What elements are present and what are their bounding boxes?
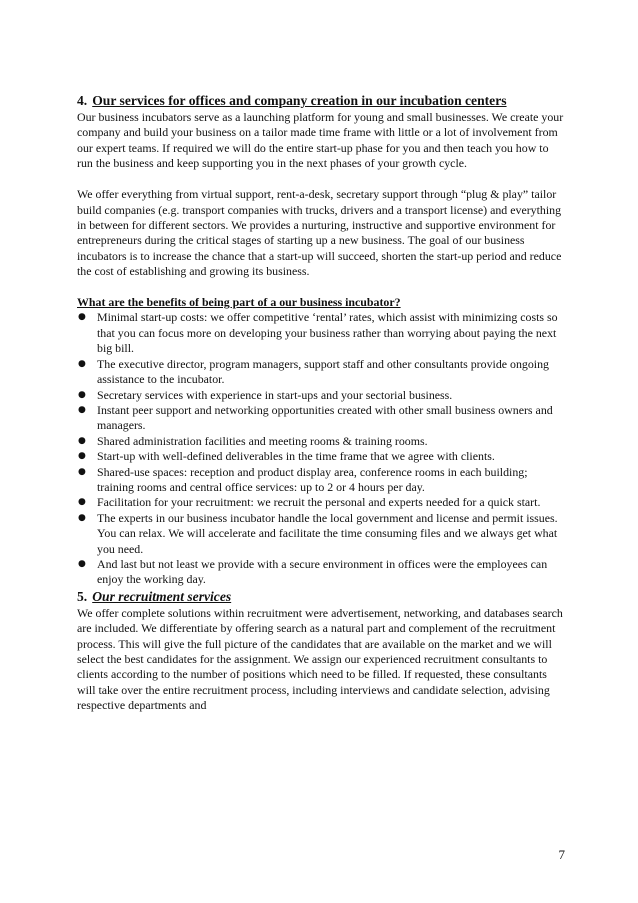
benefit-item [77,434,565,449]
benefits-heading: What are the benefits of being part of a our business incubator? [77,295,401,310]
bullet-icon: ● [78,389,86,400]
section-4-title: Our services for offices and company creation in our incubation centers [92,93,507,108]
section-4-number: 4. [77,93,88,108]
benefit-item [77,449,565,464]
section-4-paragraph-2: We offer everything from virtual support, rent-a-desk, secretary support through “plug & play” tailor build companies (e.g. transport companies with trucks, drivers and a transport license) and everything in between for different sectors. We provides a nurturing, instructive and supportive environment for entrepreneurs during the critical stages of starting up a new business. The goal of our business incubators is to increase the chance that a start-up will succeed, shorten the start-up period and reduce the cost of establishing and growing its business. [77,187,562,279]
bullet-icon: ● [78,466,86,477]
benefit-text: Shared-use spaces: reception and product display area, conference rooms in each building; training rooms and central office services: up to 2 or 4 hours per day. [97,464,528,494]
bullet-icon: ● [78,404,86,415]
section-5-title: Our recruitment services [92,588,232,604]
benefits-list [77,310,565,587]
benefit-text: Start-up with well-defined deliverables in the time frame that we agree with clients. [97,449,495,464]
page-number: 7 [558,847,565,862]
benefit-text: Shared administration facilities and meeting rooms & training rooms. [97,433,428,448]
benefit-item [77,557,565,588]
section-4-heading [77,92,565,110]
benefit-item [77,511,565,557]
section-5-heading [77,588,565,606]
benefit-item [77,465,565,496]
bullet-icon: ● [78,451,86,462]
benefit-text: And last but not least we provide with a secure environment in offices were the employees can enjoy the working day. [97,556,548,587]
benefit-item [77,495,565,510]
benefit-item [77,357,565,388]
bullet-icon: ● [78,435,86,446]
benefit-item [77,403,565,434]
benefit-text: Secretary services with experience in start-ups and your sectorial business. [97,387,453,402]
bullet-icon: ● [78,312,86,323]
bullet-icon: ● [78,512,86,523]
benefit-text: The executive director, program managers, support staff and other consultants provide ongoing assistance to the incubator. [97,356,550,387]
bullet-icon: ● [78,497,86,508]
benefit-item [77,310,565,356]
section-5-number: 5. [77,588,88,604]
benefit-text: Facilitation for your recruitment: we recruit the personal and experts needed for a quick start. [97,495,541,510]
benefit-text: Instant peer support and networking opportunities created with other small business owners and managers. [97,402,553,433]
benefit-item [77,388,565,403]
benefit-text: The experts in our business incubator handle the local government and license and permit issues. You can relax. We will accelerate and facilitate the time consuming files and we always get what you need. [97,510,558,556]
bullet-icon: ● [78,358,86,369]
bullet-icon: ● [78,558,86,569]
benefit-text: Minimal start-up costs: we offer competitive ‘rental’ rates, which assist with minimizing costs so that you can focus more on developing your business rather than worrying about paying the next big bill. [97,310,558,356]
section-5-paragraph: We offer complete solutions within recruitment were advertisement, networking, and databases search are included. We differentiate by offering search as a natural part and complement of the recruitment process. This will give the full picture of the candidates that are available on the market and we will select the best candidates for the assignment. We assign our experienced recruitment consultants to clients according to the number of positions which need to be filled. If requested, these consultants will take over the entire recruitment process, including interviews and candidate selection, advising respective departments and [77,605,563,713]
page-content [77,92,565,714]
section-4-paragraph-1: Our business incubators serve as a launching platform for young and small businesses. We create your company and build your business on a tailor made time frame with little or a lot of involvement from our expert teams. If required we will do the entire start-up phase for you and then teach you how to run the business and keep supporting you in the next phases of your growth cycle. [77,110,564,171]
